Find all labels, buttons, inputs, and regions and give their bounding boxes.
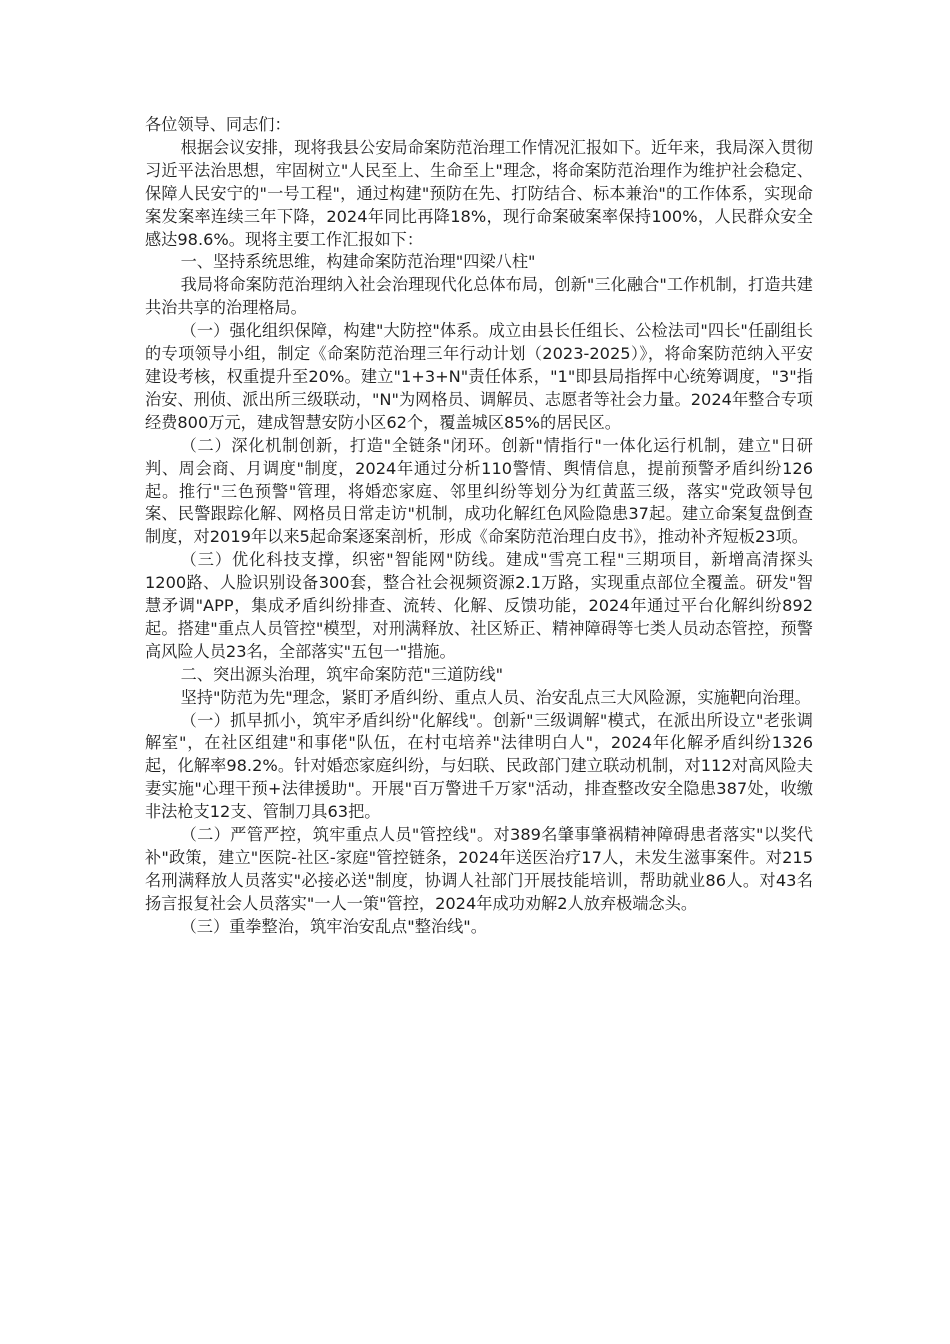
section-heading-1: 一、坚持系统思维，构建命案防范治理"四梁八柱": [180, 252, 536, 272]
intro-paragraph: 根据会议安排，现将我县公安局命案防范治理工作情况汇报如下。近年来，我局深入贯彻习近平法治思想，牢固树立"人民至上、生命至上"理念，将命案防范治理作为维护社会稳定、保障人民安宁的"一号工程"，通过构建"预防在先、打防结合、标本兼治"的工作体系，实现命案发案率连续三年下降，2024年同比再降18%，现行命案破案率保持100%，人民群众安全感达98.6%。现将主要工作汇报如下：: [145, 137, 813, 249]
section-1-intro: 我局将命案防范治理纳入社会治理现代化总体布局，创新"三化融合"工作机制，打造共建共治共享的治理格局。: [145, 275, 813, 318]
salutation: 各位领导、同志们：: [145, 115, 291, 134]
section-2-intro: 坚持"防范为先"理念，紧盯矛盾纠纷、重点人员、治安乱点三大风险源，实施靶向治理。: [180, 687, 811, 707]
section-2-item-2: （二）严管严控，筑牢重点人员"管控线"。对389名肇事肇祸精神障碍患者落实"以奖代补"政策，建立"医院-社区-家庭"管控链条，2024年送医治疗17人，未发生滋事案件。对215名刑满释放人员落实"必接必送"制度，协调人社部门开展技能培训，帮助就业86人。对43名扬言报复社会人员落实"一人一策"管控，2024年成功劝解2人放弃极端念头。: [145, 825, 813, 913]
section-2-item-3: （三）重拳整治，筑牢治安乱点"整治线"。: [180, 916, 487, 936]
section-1-item-1: （一）强化组织保障，构建"大防控"体系。成立由县长任组长、公检法司"四长"任副组长的专项领导小组，制定《命案防范治理三年行动计划（2023-2025）》，将命案防范纳入平安建设考核，权重提升至20%。建立"1+3+N"责任体系，"1"即县局指挥中心统筹调度，"3"指治安、刑侦、派出所三级联动，"N"为网格员、调解员、志愿者等社会力量。2024年整合专项经费800万元，建成智慧安防小区62个，覆盖城区85%的居民区。: [145, 321, 813, 432]
section-heading-2: 二、突出源头治理，筑牢命案防范"三道防线": [180, 664, 504, 684]
document-page: [145, 114, 813, 939]
section-2-item-1: （一）抓早抓小，筑牢矛盾纠纷"化解线"。创新"三级调解"模式，在派出所设立"老张调解室"，在社区组建"和事佬"队伍，在村屯培养"法律明白人"，2024年化解矛盾纠纷1326起，化解率98.2%。针对婚恋家庭纠纷，与妇联、民政部门建立联动机制，对112对高风险夫妻实施"心理干预+法律援助"。开展"百万警进千万家"活动，排查整改安全隐患387处，收缴非法枪支12支、管制刀具63把。: [145, 710, 813, 822]
section-1-item-2: （二）深化机制创新，打造"全链条"闭环。创新"情指行"一体化运行机制，建立"日研判、周会商、月调度"制度，2024年通过分析110警情、舆情信息，提前预警矛盾纠纷126起。推行"三色预警"管理，将婚恋家庭、邻里纠纷等划分为红黄蓝三级，落实"党政领导包案、民警跟踪化解、网格员日常走访"机制，成功化解红色风险隐患37起。建立命案复盘倒查制度，对2019年以来5起命案逐案剖析，形成《命案防范治理白皮书》，推动补齐短板23项。: [145, 435, 813, 547]
section-1-item-3: （三）优化科技支撑，织密"智能网"防线。建成"雪亮工程"三期项目，新增高清探头1200路、人脸识别设备300套，整合社会视频资源2.1万路，实现重点部位全覆盖。研发"智慧矛调"APP，集成矛盾纠纷排查、流转、化解、反馈功能，2024年通过平台化解纠纷892起。搭建"重点人员管控"模型，对刑满释放、社区矫正、精神障碍等七类人员动态管控，预警高风险人员23名，全部落实"五包一"措施。: [145, 550, 813, 661]
